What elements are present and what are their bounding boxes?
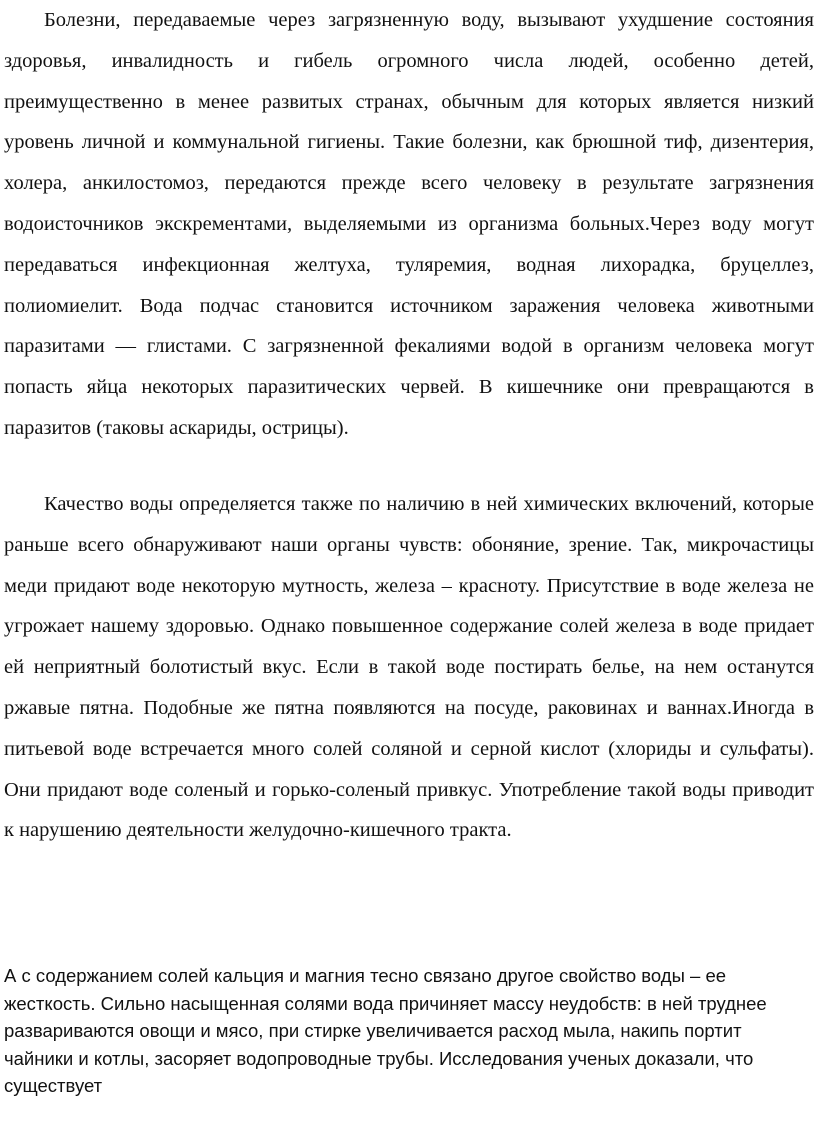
paragraph-waterborne-diseases: Болезни, передаваемые через загрязненную воду, вызывают ухудшение состояния здоровья, инвалидность и гибель огромного числа людей, особенно детей, преимущественно в менее развитых странах, обычным для которых является низкий уровень личной и коммунальной гигиены. Такие болезни, как брюшной тиф, дизентерия, холера, анкилостомоз, передаются прежде всего человеку в результате загрязнения водоисточников экскрементами, выделяемыми из организма больных.Через воду могут передаваться инфекционная желтуха, туляремия, водная лихорадка, бруцеллез, полиомиелит. Вода подчас становится источником заражения человека животными паразитами — глистами. С загрязненной фекалиями водой в организм человека могут попасть яйца некоторых паразитических червей. В кишечнике они превращаются в паразитов (таковы аскариды, острицы). (4, 9, 814, 439)
paragraph-water-quality: Качество воды определяется также по наличию в ней химических включений, которые раньше всего обнаруживают наши органы чувств: обоняние, зрение. Так, микрочастицы меди придают воде некоторую мутность, железа – красноту. Присутствие в воде железа не угрожает нашему здоровью. Однако повышенное содержание солей железа в воде придает ей неприятный болотистый вкус. Если в такой воде постирать белье, на нем останутся ржавые пятна. Подобные же пятна появляются на посуде, раковинах и ваннах.Иногда в питьевой воде встречается много солей соляной и серной кислот (хлориды и сульфаты). Они придают воде соленый и горько-соленый привкус. Употребление такой воды приводит к нарушению деятельности желудочно-кишечного тракта. (4, 493, 814, 842)
document-body-middle (4, 484, 814, 851)
document-body-upper (4, 0, 814, 449)
document-body-lower (4, 962, 810, 1100)
paragraph-water-hardness: А с содержанием солей кальция и магния тесно связано другое свойство воды – ее жесткость. Сильно насыщенная солями вода причиняет массу неудобств: в ней труднее развариваются овощи и мясо, при стирке увеличивается расход мыла, накипь портит чайники и котлы, засоряет водопроводные трубы. Исследования ученых доказали, что существует (4, 965, 767, 1096)
